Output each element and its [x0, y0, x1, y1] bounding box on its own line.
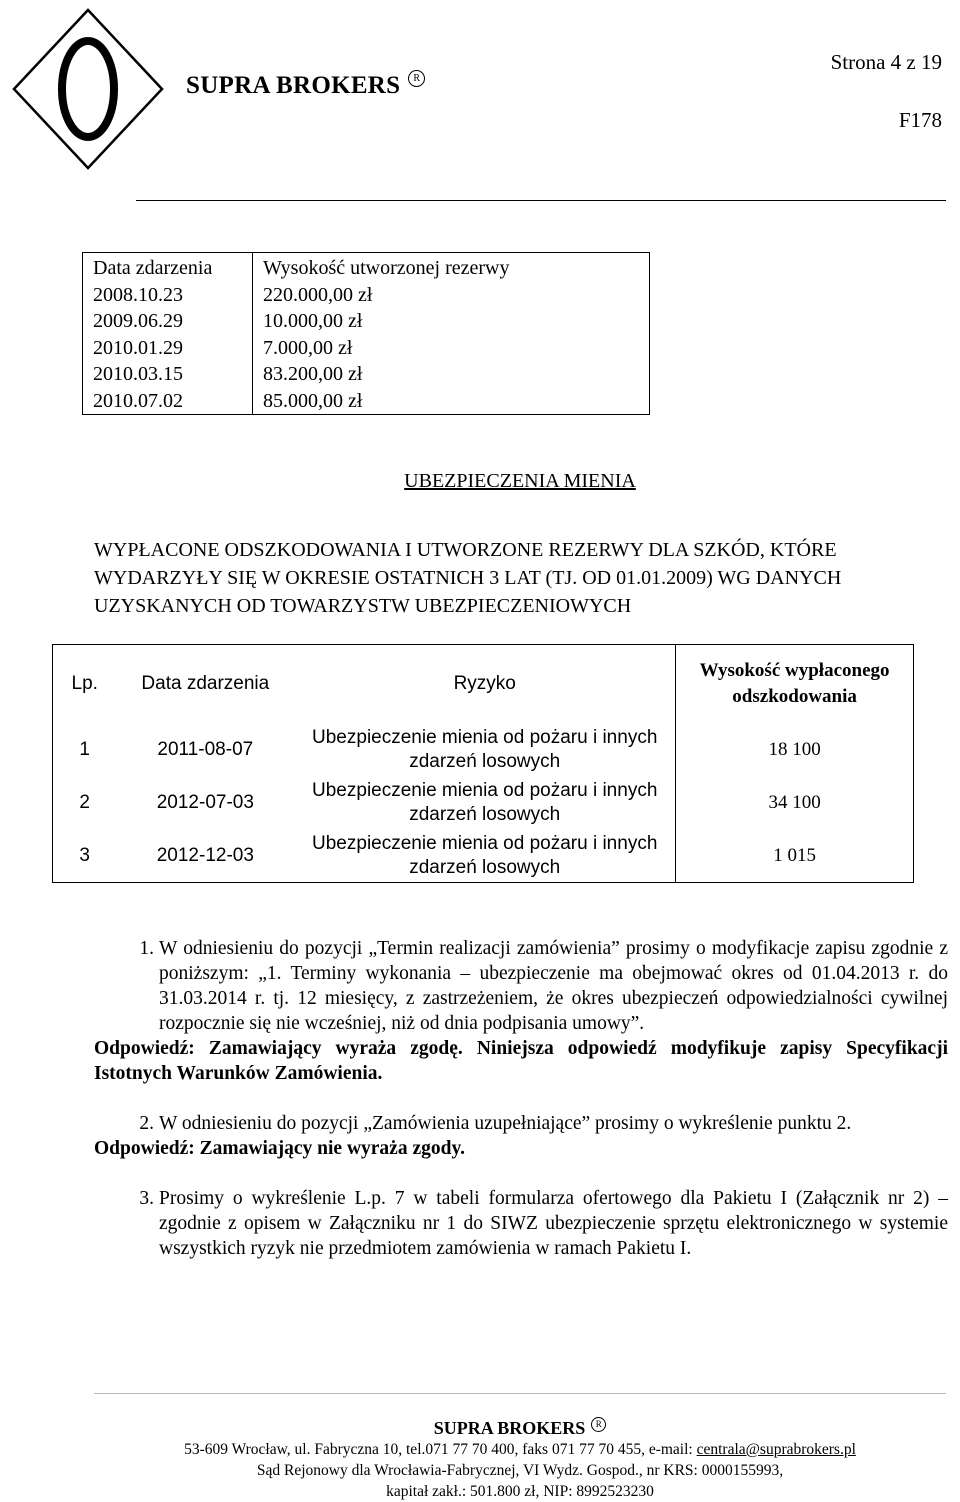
- brand-footer: SUPRA BROKERS R: [94, 1418, 946, 1439]
- item-text: W odniesieniu do pozycji „Zamówienia uzupełniające” prosimy o wykreślenie punktu 2.: [159, 1113, 852, 1134]
- table-cell: 2: [79, 791, 90, 813]
- table-cell: Ubezpieczenie mienia od pożaru i innych zdarzeń losowych: [312, 832, 658, 878]
- table-cell: Ubezpieczenie mienia od pożaru i innych zdarzeń losowych: [312, 779, 658, 825]
- footer-divider: [94, 1393, 946, 1394]
- table-cell: 18 100: [676, 723, 914, 776]
- page-number: Strona 4 z 19: [830, 50, 942, 74]
- section-title: UBEZPIECZENIA MIENIA: [404, 470, 636, 492]
- item-text: W odniesieniu do pozycji „Termin realizacji zamówienia” prosimy o modyfikacje zapisu zgodnie z poniższym: „1. Terminy wykonania – ubezpieczenie ma obejmować okres od 01.04.2013 r. do 31.03.2014 r. tj. 12 miesięcy, z zastrzeżeniem, że okres ubezpieczeń odpowiedzialności cywilnej rozpocznie się nie wcześniej, niż od dnia podpisania umowy”.: [159, 938, 948, 1034]
- table-header-cell: Wysokość utworzonej rezerwy: [263, 257, 510, 279]
- table-row: [83, 253, 650, 282]
- reserve-table: [82, 252, 650, 415]
- section-description: WYPŁACONE ODSZKODOWANIA I UTWORZONE REZERWY DLA SZKÓD, KTÓRE WYDARZYŁY SIĘ W OKRESIE OSTATNICH 3 LAT (TJ. OD 01.01.2009) WG DANYCH UZYSKANYCH OD TOWARZYSTW UBEZPIECZENIOWYCH: [94, 539, 842, 617]
- footer-capital: kapitał zakł.: 501.800 zł, NIP: 8992523230: [386, 1483, 654, 1500]
- table-cell: 1 015: [676, 829, 914, 883]
- table-cell: 7.000,00 zł: [263, 336, 353, 359]
- table-cell: Ubezpieczenie mienia od pożaru i innych zdarzeń losowych: [312, 726, 658, 772]
- table-row: [83, 282, 650, 309]
- claims-table: [52, 644, 914, 883]
- footer-court: Sąd Rejonowy dla Wrocławia-Fabrycznej, VI Wydz. Gospod., nr KRS: 0000155993,: [256, 1462, 784, 1479]
- table-header-cell: Lp.: [71, 673, 98, 694]
- table-row: [53, 829, 914, 883]
- footer-address: 53-609 Wrocław, ul. Fabryczna 10, tel.071 77 70 400, faks 071 77 70 455, e-mail: centrala@suprabrokers.pl: [184, 1441, 856, 1458]
- table-row: [53, 776, 914, 829]
- table-row: [83, 388, 650, 415]
- item-number: 2.: [139, 1113, 154, 1134]
- form-code: F178: [898, 108, 942, 132]
- list-item: [94, 936, 948, 1036]
- table-cell: 3: [79, 844, 90, 866]
- table-row: [83, 361, 650, 388]
- table-cell: 2009.06.29: [83, 308, 253, 335]
- table-header-row: [53, 645, 914, 724]
- item-number: 3.: [139, 1188, 154, 1209]
- list-item: [94, 1111, 948, 1136]
- registered-mark-icon: R: [591, 1417, 606, 1432]
- table-cell: 85.000,00 zł: [263, 389, 363, 412]
- registered-mark-icon: R: [408, 70, 425, 87]
- table-cell: 2012-12-03: [156, 844, 254, 866]
- table-row: [83, 335, 650, 362]
- item-text: Prosimy o wykreślenie L.p. 7 w tabeli formularza ofertowego dla Pakietu I (Załącznik nr 2) – zgodnie z opisem w Załączniku nr 1 do SIWZ ubezpieczenie sprzętu elektronicznego w systemie wszystkich ryzyk nie przedmiotem zamówienia w ramach Pakietu I.: [159, 1188, 948, 1259]
- table-cell: 2010.03.15: [83, 361, 253, 388]
- brand-header: SUPRA BROKERS R: [186, 72, 425, 100]
- item-answer: Odpowiedź: Zamawiający nie wyraża zgody.: [94, 1138, 466, 1159]
- table-cell: 2012-07-03: [156, 791, 254, 813]
- table-row: [53, 723, 914, 776]
- document-body: [94, 936, 948, 1261]
- email-link[interactable]: centrala@suprabrokers.pl: [696, 1441, 856, 1458]
- supra-brokers-logo-icon: [8, 4, 168, 174]
- table-cell: 83.200,00 zł: [263, 363, 363, 385]
- footer: [94, 1418, 946, 1502]
- table-cell: 220.000,00 zł: [263, 283, 373, 306]
- table-header-cell: Data zdarzenia: [141, 673, 270, 694]
- list-item: [94, 1186, 948, 1261]
- table-cell: 2010.01.29: [83, 335, 253, 362]
- table-header-cell: Data zdarzenia: [83, 253, 253, 282]
- table-header-cell: Ryzyko: [453, 673, 516, 694]
- table-cell: 2010.07.02: [83, 388, 253, 415]
- table-header-cell: Wysokość wypłaconego odszkodowania: [676, 645, 914, 724]
- table-row: [83, 308, 650, 335]
- table-cell: 2011-08-07: [157, 738, 254, 760]
- item-number: 1.: [139, 938, 154, 959]
- table-cell: 34 100: [676, 776, 914, 829]
- table-cell: 1: [79, 738, 90, 760]
- item-answer: Odpowiedź: Zamawiający wyraża zgodę. Niniejsza odpowiedź modyfikuje zapisy Specyfikacji Istotnych Warunków Zamówienia.: [94, 1038, 948, 1084]
- table-cell: 2008.10.23: [83, 282, 253, 309]
- table-cell: 10.000,00 zł: [263, 310, 363, 332]
- header-divider: [136, 200, 946, 201]
